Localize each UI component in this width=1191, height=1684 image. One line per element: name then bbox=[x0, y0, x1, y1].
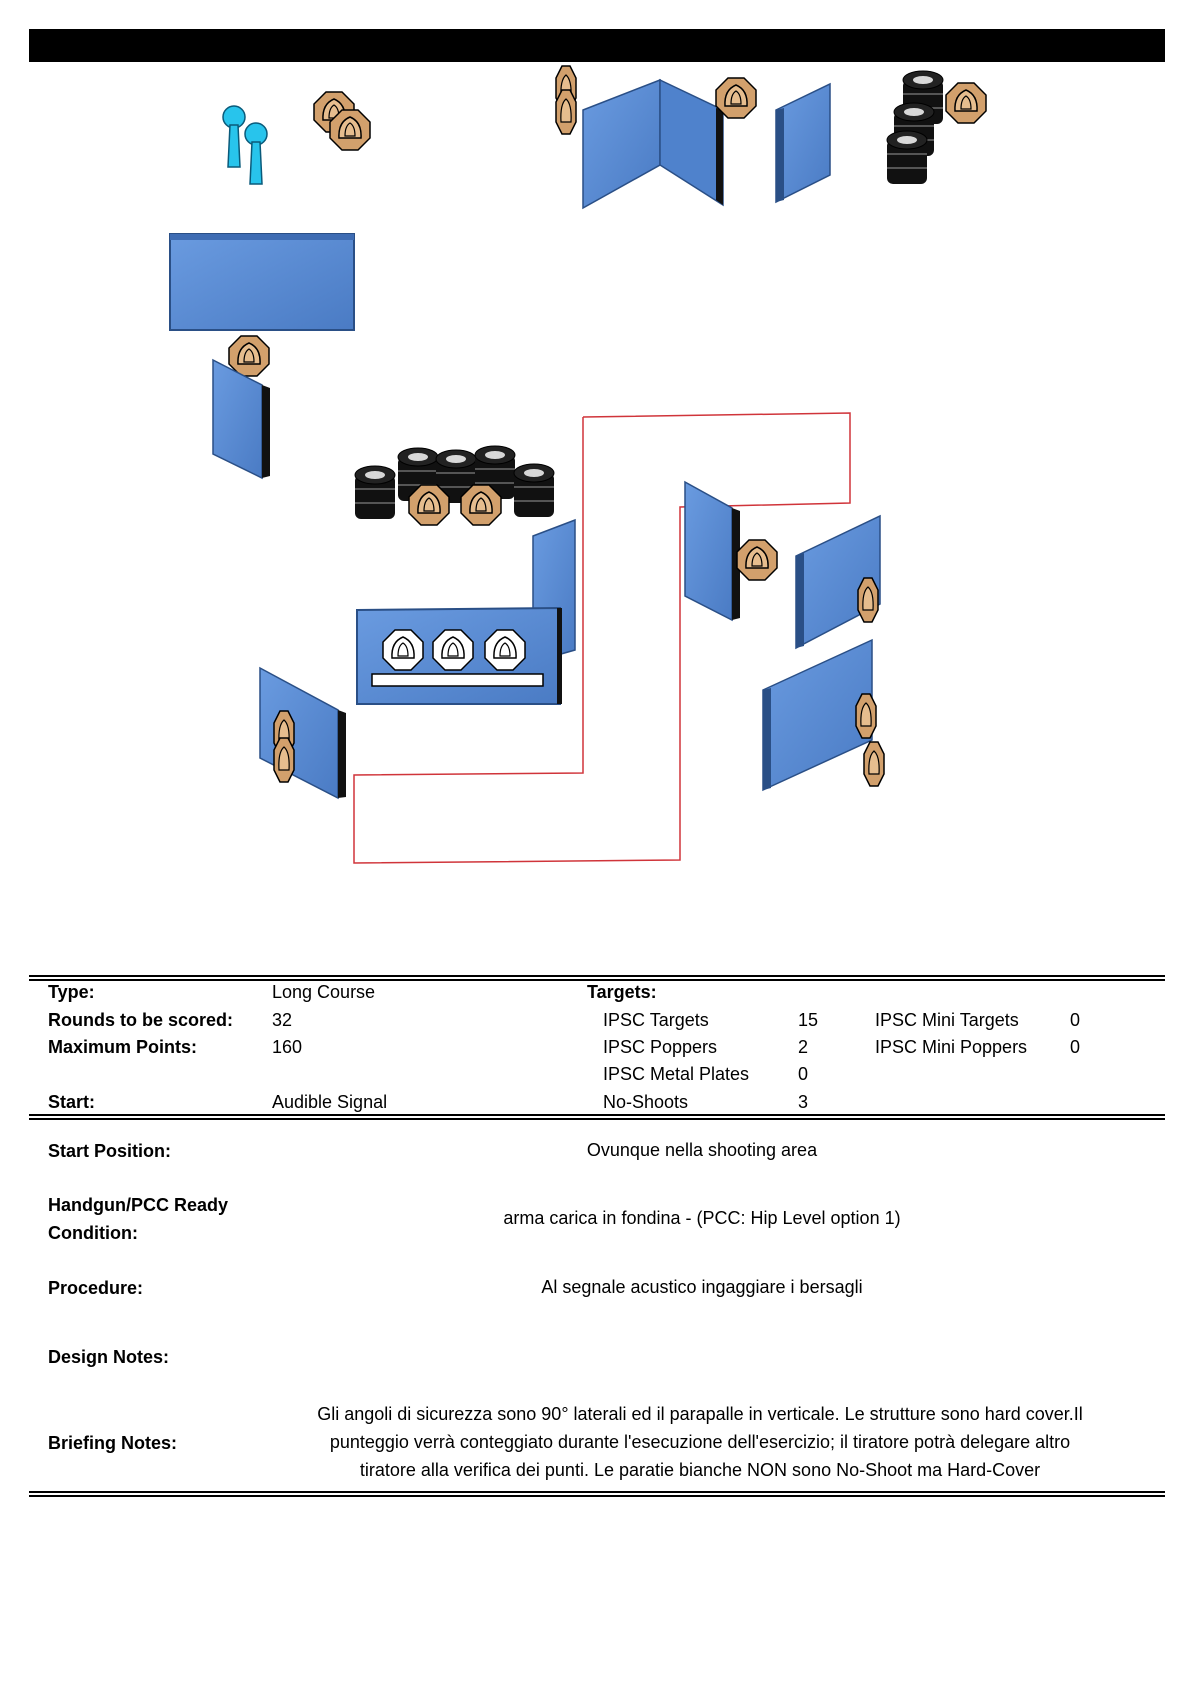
barrel-icon bbox=[887, 131, 927, 184]
no-shoot-icon bbox=[485, 630, 525, 670]
target-type-label: IPSC Targets bbox=[603, 1010, 709, 1030]
wall-icon bbox=[213, 360, 270, 478]
ipsc-target-icon bbox=[556, 90, 576, 134]
start-value: Audible Signal bbox=[272, 1092, 388, 1112]
wall-icon bbox=[260, 668, 346, 798]
table-bottom-rule bbox=[29, 1491, 1165, 1497]
wall-icon bbox=[170, 234, 354, 330]
table-top-rule bbox=[29, 975, 1165, 981]
type-value: Long Course bbox=[272, 982, 376, 1002]
start-position-value: Ovunque nella shooting area bbox=[586, 1140, 818, 1160]
max-points-label: Maximum Points: bbox=[48, 1037, 198, 1057]
design-notes-label: Design Notes: bbox=[48, 1347, 170, 1367]
briefing-line: punteggio verrà conteggiato durante l'esecuzione dell'esercizio; il tiratore potrà delegare altro bbox=[329, 1432, 1071, 1452]
ipsc-target-icon bbox=[229, 336, 269, 376]
ready-condition-label: Condition: bbox=[48, 1223, 138, 1243]
popper-icon bbox=[245, 123, 267, 184]
target-type-count: 2 bbox=[798, 1037, 809, 1057]
ipsc-target-icon bbox=[716, 78, 756, 118]
ipsc-target-icon bbox=[274, 738, 294, 782]
ipsc-target-icon bbox=[409, 485, 449, 525]
ipsc-target-icon bbox=[461, 485, 501, 525]
popper-icon bbox=[223, 106, 245, 167]
target-type-count: 15 bbox=[798, 1010, 819, 1030]
target-type-count: 3 bbox=[798, 1092, 809, 1112]
mini-target-count: 0 bbox=[1070, 1010, 1081, 1030]
briefing-notes-label: Briefing Notes: bbox=[48, 1433, 178, 1453]
stage-diagram bbox=[0, 62, 1191, 942]
mini-target-label: IPSC Mini Targets bbox=[875, 1010, 1019, 1030]
procedure-label: Procedure: bbox=[48, 1278, 144, 1298]
ipsc-target-icon bbox=[737, 540, 777, 580]
ipsc-target-icon bbox=[946, 83, 986, 123]
ipsc-target-icon bbox=[330, 110, 370, 150]
procedure-value: Al segnale acustico ingaggiare i bersagli bbox=[541, 1277, 863, 1297]
mini-target-label: IPSC Mini Poppers bbox=[875, 1037, 1028, 1057]
max-points-value: 160 bbox=[272, 1037, 303, 1057]
wall-icon bbox=[776, 84, 830, 202]
rounds-label: Rounds to be scored: bbox=[48, 1010, 234, 1030]
ipsc-target-icon bbox=[858, 578, 878, 622]
start-label: Start: bbox=[48, 1092, 96, 1112]
barrel-icon bbox=[514, 464, 554, 517]
barrel-icon bbox=[355, 466, 395, 519]
wall-icon bbox=[583, 80, 723, 208]
target-type-label: IPSC Metal Plates bbox=[603, 1064, 750, 1084]
start-position-label: Start Position: bbox=[48, 1141, 172, 1161]
no-shoot-icon bbox=[383, 630, 423, 670]
target-type-label: IPSC Poppers bbox=[603, 1037, 718, 1057]
briefing-line: tiratore alla verifica dei punti. Le paratie bianche NON sono No-Shoot ma Hard-Cover bbox=[359, 1460, 1041, 1480]
type-label: Type: bbox=[48, 982, 95, 1002]
no-shoot-icon bbox=[433, 630, 473, 670]
targets-label: Targets: bbox=[587, 982, 657, 1002]
target-type-label: No-Shoots bbox=[603, 1092, 689, 1112]
briefing-line: Gli angoli di sicurezza sono 90° laterali ed il parapalle in verticale. Le strutture sono hard cover.Il bbox=[317, 1404, 1083, 1424]
target-type-count: 0 bbox=[798, 1064, 809, 1084]
ready-condition-label: Handgun/PCC Ready bbox=[48, 1195, 229, 1215]
ipsc-target-icon bbox=[856, 694, 876, 738]
wall-icon bbox=[685, 482, 740, 620]
mini-target-count: 0 bbox=[1070, 1037, 1081, 1057]
header-bar bbox=[29, 29, 1165, 62]
table-mid-rule bbox=[29, 1114, 1165, 1120]
rounds-value: 32 bbox=[272, 1010, 293, 1030]
ipsc-target-icon bbox=[864, 742, 884, 786]
ready-condition-value: arma carica in fondina - (PCC: Hip Level option 1) bbox=[503, 1208, 901, 1228]
